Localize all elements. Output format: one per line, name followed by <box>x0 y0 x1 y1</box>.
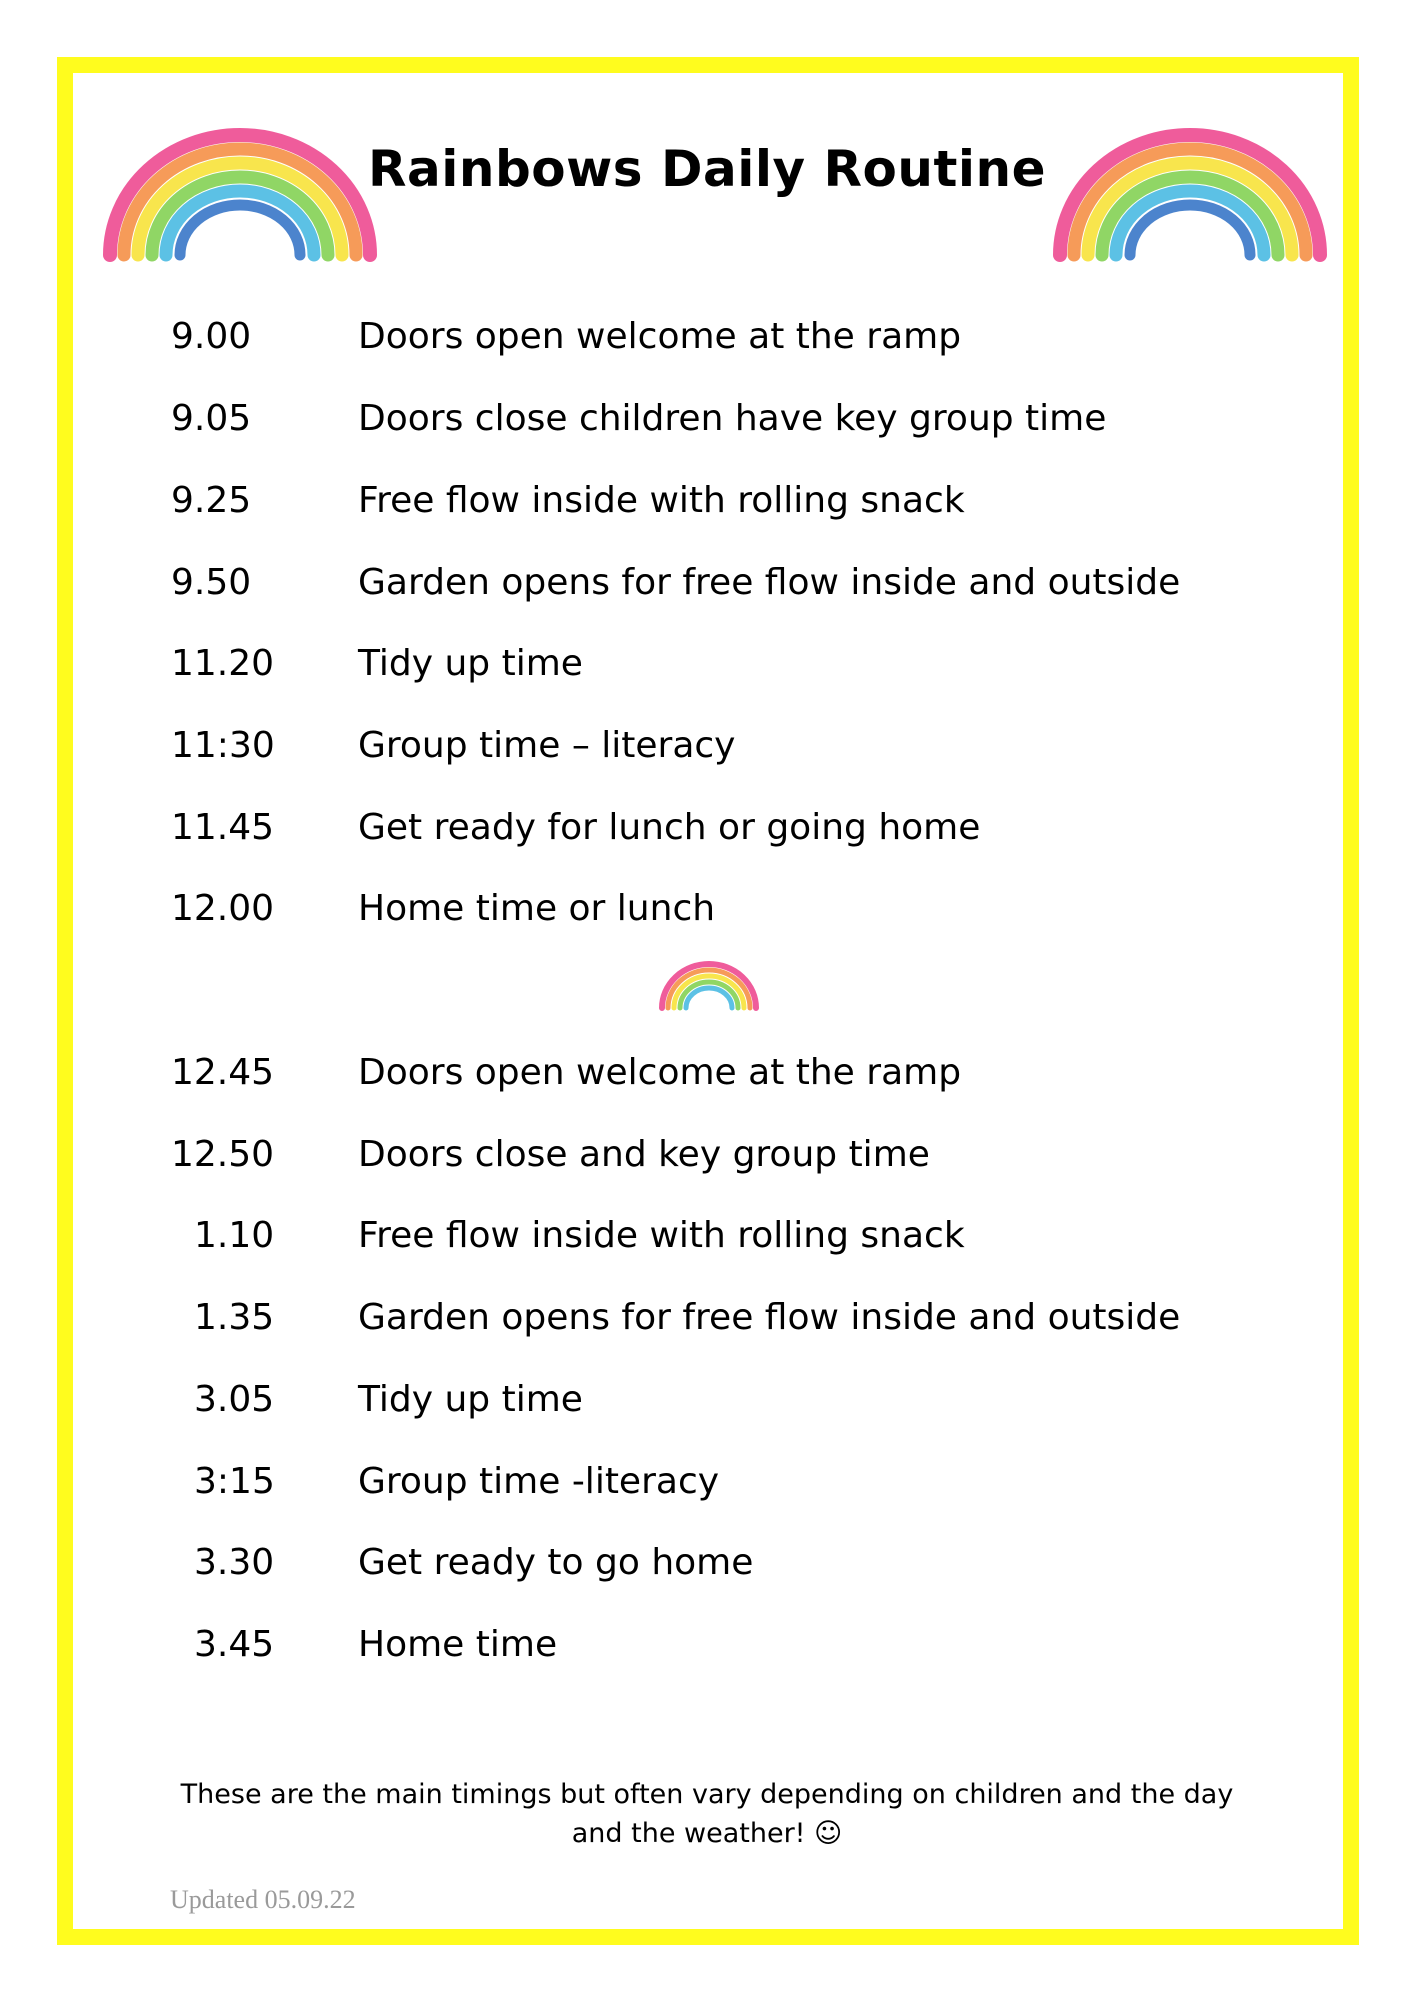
schedule-row <box>0 716 1414 776</box>
rainbow-icon <box>1050 105 1330 265</box>
schedule-activity: Garden opens for free flow inside and outside <box>358 562 1181 603</box>
schedule-row <box>0 879 1414 939</box>
schedule-time: 3.05 <box>194 1379 275 1420</box>
schedule-row <box>0 553 1414 613</box>
schedule-time: 9.50 <box>171 562 252 603</box>
schedule-row <box>0 389 1414 449</box>
schedule-row <box>0 1043 1414 1103</box>
schedule-row <box>0 798 1414 858</box>
schedule-time: 3:15 <box>194 1461 275 1502</box>
schedule-time: 3.45 <box>194 1624 275 1665</box>
schedule-activity: Garden opens for free flow inside and outside <box>358 1297 1181 1338</box>
schedule-activity: Doors close and key group time <box>358 1134 930 1175</box>
schedule-row <box>0 1452 1414 1512</box>
schedule-row <box>0 1125 1414 1185</box>
schedule-activity: Get ready for lunch or going home <box>358 807 981 848</box>
schedule-time: 12.00 <box>171 888 275 929</box>
schedule-activity: Tidy up time <box>358 643 583 684</box>
schedule-time: 11:30 <box>171 725 275 766</box>
schedule-row <box>0 634 1414 694</box>
schedule-activity: Group time – literacy <box>358 725 736 766</box>
schedule-time: 11.45 <box>171 807 275 848</box>
schedule-activity: Get ready to go home <box>358 1542 754 1583</box>
schedule-activity: Free flow inside with rolling snack <box>358 1215 965 1256</box>
schedule-activity: Home time <box>358 1624 558 1665</box>
schedule-time: 9.05 <box>171 398 252 439</box>
schedule-row <box>0 471 1414 531</box>
schedule-activity: Tidy up time <box>358 1379 583 1420</box>
schedule-row <box>0 1370 1414 1430</box>
footnote <box>140 1775 1274 1853</box>
schedule-time: 9.25 <box>171 480 252 521</box>
schedule-activity: Doors open welcome at the ramp <box>358 316 962 357</box>
rainbow-icon <box>657 953 761 1013</box>
schedule-time: 1.35 <box>194 1297 275 1338</box>
schedule-row <box>0 1288 1414 1348</box>
schedule-row <box>0 1533 1414 1593</box>
schedule-activity: Free flow inside with rolling snack <box>358 480 965 521</box>
schedule-time: 12.50 <box>171 1134 275 1175</box>
schedule-time: 3.30 <box>194 1542 275 1583</box>
schedule-activity: Group time -literacy <box>358 1461 720 1502</box>
schedule-activity: Doors close children have key group time <box>358 398 1107 439</box>
schedule-row <box>0 307 1414 367</box>
footnote-line: These are the main timings but often vary depending on children and the day <box>180 1779 1234 1810</box>
schedule-row <box>0 1615 1414 1675</box>
schedule-activity: Home time or lunch <box>358 888 716 929</box>
schedule-time: 9.00 <box>171 316 252 357</box>
schedule-time: 11.20 <box>171 643 275 684</box>
schedule-time: 12.45 <box>171 1052 275 1093</box>
schedule-row <box>0 1206 1414 1266</box>
schedule-time: 1.10 <box>194 1215 275 1256</box>
footnote-line: and the weather! ☺ <box>571 1818 843 1849</box>
schedule-activity: Doors open welcome at the ramp <box>358 1052 962 1093</box>
updated-date: Updated 05.09.22 <box>170 1885 356 1914</box>
page-title: Rainbows Daily Routine <box>368 140 1046 198</box>
